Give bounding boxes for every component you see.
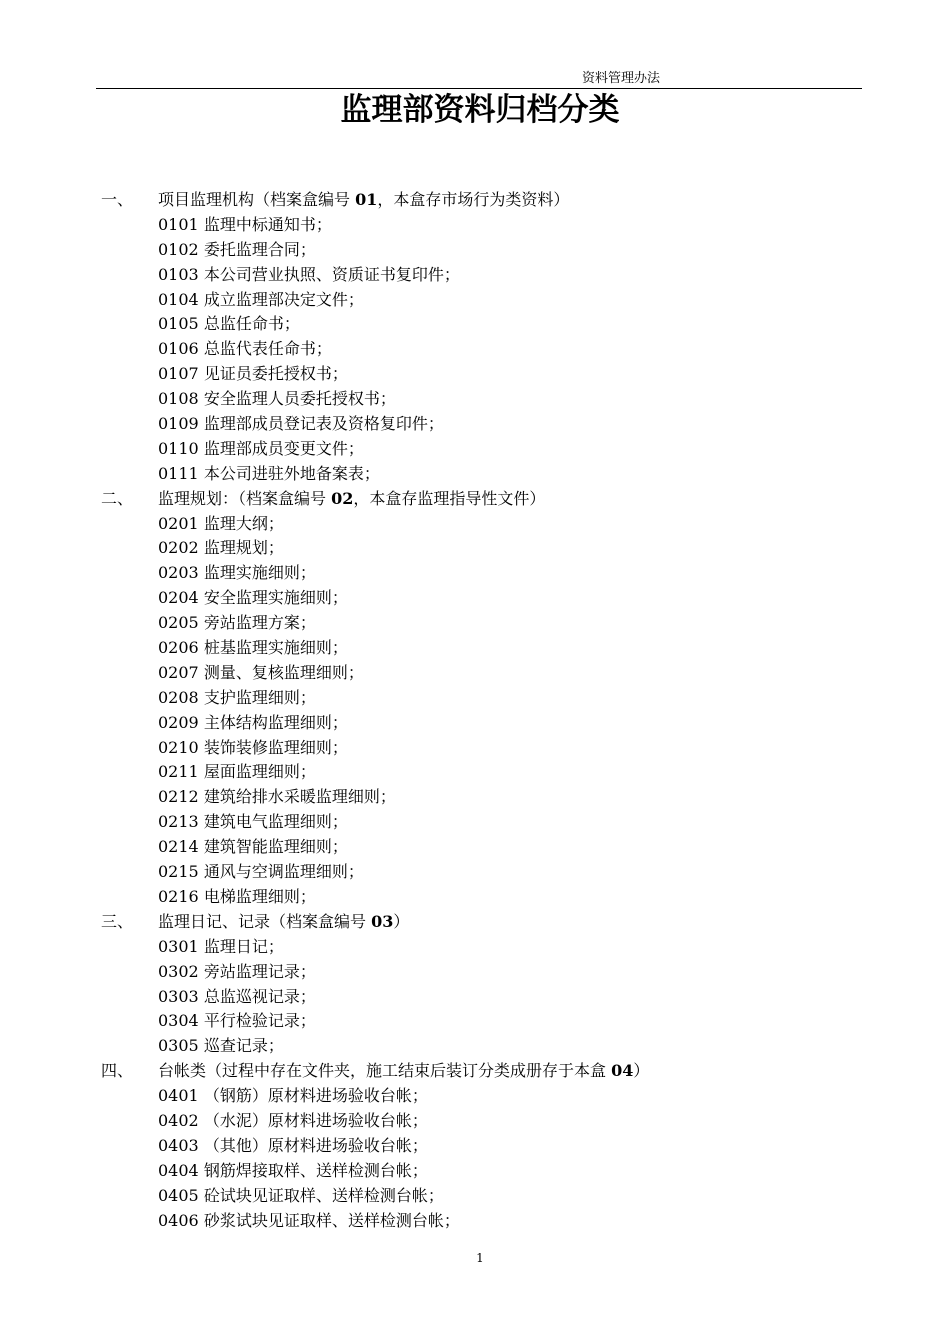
- list-item: [0, 1034, 950, 1059]
- list-item: [0, 960, 950, 985]
- list-item: [0, 387, 950, 412]
- page-number: 1: [476, 1251, 484, 1265]
- item-text: 屋面监理细则；: [203, 762, 316, 782]
- list-item: [0, 885, 950, 910]
- item-text: 安全监理人员委托授权书；: [203, 389, 396, 409]
- item-text: 监理大纲；: [203, 513, 284, 533]
- list-item: [0, 1209, 950, 1234]
- item-text: 巡查记录；: [203, 1036, 284, 1056]
- list-item-content: [158, 362, 348, 387]
- item-text: 桩基监理实施细则；: [203, 638, 348, 658]
- item-text: 钢筋焊接取样、送样检测台帐；: [203, 1160, 428, 1180]
- list-item-content: [158, 960, 316, 985]
- item-text: 主体结构监理细则；: [203, 712, 348, 732]
- item-code: 0209: [158, 712, 199, 732]
- list-item: [0, 437, 950, 462]
- item-text: 总监巡视记录；: [203, 986, 316, 1006]
- list-item-content: [158, 885, 316, 910]
- section-number: 一、: [101, 190, 134, 209]
- list-item-content: [158, 1084, 428, 1109]
- item-code: 0405: [158, 1185, 199, 1205]
- item-code: 0402: [158, 1110, 199, 1130]
- list-item: [0, 288, 950, 313]
- item-code: 0403: [158, 1135, 199, 1155]
- item-code: 0404: [158, 1160, 199, 1180]
- item-text: 总监任命书；: [203, 314, 300, 334]
- section-title: [158, 188, 569, 213]
- list-item: [0, 985, 950, 1010]
- list-item: [0, 337, 950, 362]
- list-item: [0, 586, 950, 611]
- item-text: 电梯监理细则；: [203, 886, 316, 906]
- item-text: 支护监理细则；: [203, 687, 316, 707]
- section-title: [158, 910, 409, 935]
- section-title-text: 台帐类（过程中存在文件夹，施工结束后装订分类成册存于本盒: [158, 1061, 612, 1081]
- item-code: 0216: [158, 886, 199, 906]
- item-text: 本公司营业执照、资质证书复印件；: [203, 264, 460, 284]
- item-code: 0205: [158, 613, 199, 633]
- list-item-content: [158, 935, 284, 960]
- item-text: 本公司进驻外地备案表；: [203, 463, 380, 483]
- list-item-content: [158, 337, 332, 362]
- item-code: 0111: [158, 463, 199, 483]
- section-heading: [0, 1059, 950, 1084]
- section-title-text: 项目监理机构（档案盒编号: [158, 190, 356, 209]
- list-item-content: [158, 412, 444, 437]
- item-text: 见证员委托授权书；: [203, 364, 348, 384]
- item-code: 0207: [158, 662, 199, 682]
- item-code: 0206: [158, 638, 199, 658]
- list-item-content: [158, 835, 348, 860]
- list-item-content: [158, 711, 348, 736]
- list-item-content: [158, 561, 316, 586]
- item-code: 0304: [158, 1011, 199, 1031]
- list-item-content: [158, 1034, 284, 1059]
- box-number: 03: [371, 911, 394, 931]
- item-code: 0102: [158, 239, 199, 259]
- item-text: 砼试块见证取样、送样检测台帐；: [203, 1185, 444, 1205]
- list-item-content: [158, 1184, 444, 1209]
- item-text: 砂浆试块见证取样、送样检测台帐；: [203, 1210, 460, 1230]
- item-code: 0101: [158, 214, 199, 234]
- list-item: [0, 661, 950, 686]
- list-item-content: [158, 760, 316, 785]
- item-code: 0107: [158, 364, 199, 384]
- section-heading: [0, 487, 950, 512]
- item-text: 委托监理合同；: [203, 239, 316, 259]
- list-item: [0, 736, 950, 761]
- item-text: （其他）原材料进场验收台帐；: [203, 1135, 428, 1155]
- item-text: （钢筋）原材料进场验收台帐；: [203, 1086, 428, 1106]
- list-item: [0, 1134, 950, 1159]
- list-item-content: [158, 860, 364, 885]
- section-number: 四、: [101, 1061, 134, 1081]
- list-item: [0, 213, 950, 238]
- list-item: [0, 412, 950, 437]
- list-item: [0, 462, 950, 487]
- section-title-text: 监理日记、记录（档案盒编号: [158, 911, 372, 931]
- item-text: 监理实施细则；: [203, 563, 316, 583]
- item-code: 0109: [158, 414, 199, 434]
- item-text: 通风与空调监理细则；: [203, 862, 364, 882]
- item-code: 0301: [158, 936, 199, 956]
- item-code: 0215: [158, 862, 199, 882]
- item-text: 成立监理部决定文件；: [203, 289, 364, 309]
- list-item-content: [158, 1009, 316, 1034]
- list-item: [0, 1084, 950, 1109]
- list-item-content: [158, 312, 300, 337]
- list-item-content: [158, 288, 364, 313]
- item-code: 0106: [158, 339, 199, 359]
- item-code: 0213: [158, 812, 199, 832]
- list-item-content: [158, 661, 364, 686]
- item-text: 监理部成员变更文件；: [203, 438, 364, 458]
- section-number: 二、: [101, 488, 134, 508]
- item-text: 监理中标通知书；: [203, 214, 332, 234]
- item-text: 平行检验记录；: [203, 1011, 316, 1031]
- item-code: 0401: [158, 1086, 199, 1106]
- item-code: 0302: [158, 961, 199, 981]
- list-item-content: [158, 1109, 428, 1134]
- list-item: [0, 362, 950, 387]
- item-text: 建筑智能监理细则；: [203, 837, 348, 857]
- list-item: [0, 263, 950, 288]
- item-text: 安全监理实施细则；: [203, 588, 348, 608]
- list-item: [0, 561, 950, 586]
- running-header: 资料管理办法: [582, 71, 661, 86]
- list-item: [0, 536, 950, 561]
- item-code: 0204: [158, 588, 199, 608]
- section-title-suffix: ）: [393, 911, 410, 931]
- list-item: [0, 1159, 950, 1184]
- list-item: [0, 760, 950, 785]
- list-item-content: [158, 736, 348, 761]
- classification-list: [0, 188, 950, 1233]
- list-item-content: [158, 1134, 428, 1159]
- item-code: 0208: [158, 687, 199, 707]
- list-item: [0, 935, 950, 960]
- item-code: 0303: [158, 986, 199, 1006]
- list-item-content: [158, 785, 396, 810]
- item-code: 0203: [158, 563, 199, 583]
- list-item: [0, 611, 950, 636]
- item-text: 监理规划；: [203, 538, 284, 558]
- list-item: [0, 1184, 950, 1209]
- list-item: [0, 860, 950, 885]
- item-code: 0105: [158, 314, 199, 334]
- list-item: [0, 512, 950, 537]
- item-code: 0110: [158, 438, 199, 458]
- list-item-content: [158, 686, 316, 711]
- list-item: [0, 810, 950, 835]
- list-item-content: [158, 536, 284, 561]
- item-text: 建筑电气监理细则；: [203, 812, 348, 832]
- list-item-content: [158, 586, 348, 611]
- item-code: 0211: [158, 762, 199, 782]
- item-code: 0103: [158, 264, 199, 284]
- list-item-content: [158, 462, 380, 487]
- list-item-content: [158, 636, 348, 661]
- section-number: 三、: [101, 911, 134, 931]
- section-title-suffix: ）: [633, 1061, 650, 1081]
- item-code: 0104: [158, 289, 199, 309]
- box-number: 01: [355, 190, 378, 209]
- item-text: （水泥）原材料进场验收台帐；: [203, 1110, 428, 1130]
- item-text: 建筑给排水采暖监理细则；: [203, 787, 396, 807]
- section-title-suffix: ，本盒存市场行为类资料）: [377, 190, 570, 209]
- section-title-suffix: ，本盒存监理指导性文件）: [353, 488, 546, 508]
- item-text: 装饰装修监理细则；: [203, 737, 348, 757]
- section-title: [158, 1059, 649, 1084]
- list-item-content: [158, 263, 460, 288]
- list-item: [0, 835, 950, 860]
- item-code: 0305: [158, 1036, 199, 1056]
- item-text: 监理日记；: [203, 936, 284, 956]
- box-number: 04: [611, 1061, 634, 1081]
- list-item: [0, 636, 950, 661]
- section-title: [158, 487, 545, 512]
- item-code: 0202: [158, 538, 199, 558]
- item-code: 0201: [158, 513, 199, 533]
- list-item-content: [158, 1159, 428, 1184]
- list-item-content: [158, 810, 348, 835]
- section-heading: [0, 188, 950, 213]
- section-title-text: 监理规划：（档案盒编号: [158, 488, 332, 508]
- item-code: 0108: [158, 389, 199, 409]
- list-item-content: [158, 985, 316, 1010]
- list-item-content: [158, 437, 364, 462]
- item-text: 测量、复核监理细则；: [203, 662, 364, 682]
- list-item-content: [158, 387, 396, 412]
- item-text: 监理部成员登记表及资格复印件；: [203, 414, 444, 434]
- list-item: [0, 1109, 950, 1134]
- item-text: 总监代表任命书；: [203, 339, 332, 359]
- list-item: [0, 1009, 950, 1034]
- list-item: [0, 312, 950, 337]
- section-heading: [0, 910, 950, 935]
- page-title: 监理部资料归档分类: [340, 92, 620, 128]
- item-text: 旁站监理记录；: [203, 961, 316, 981]
- box-number: 02: [331, 488, 354, 508]
- list-item-content: [158, 238, 316, 263]
- item-code: 0406: [158, 1210, 199, 1230]
- list-item-content: [158, 1209, 460, 1234]
- list-item: [0, 785, 950, 810]
- item-code: 0212: [158, 787, 199, 807]
- list-item: [0, 711, 950, 736]
- list-item-content: [158, 611, 316, 636]
- item-code: 0210: [158, 737, 199, 757]
- list-item-content: [158, 213, 332, 238]
- list-item-content: [158, 512, 284, 537]
- list-item: [0, 238, 950, 263]
- item-code: 0214: [158, 837, 199, 857]
- item-text: 旁站监理方案；: [203, 613, 316, 633]
- list-item: [0, 686, 950, 711]
